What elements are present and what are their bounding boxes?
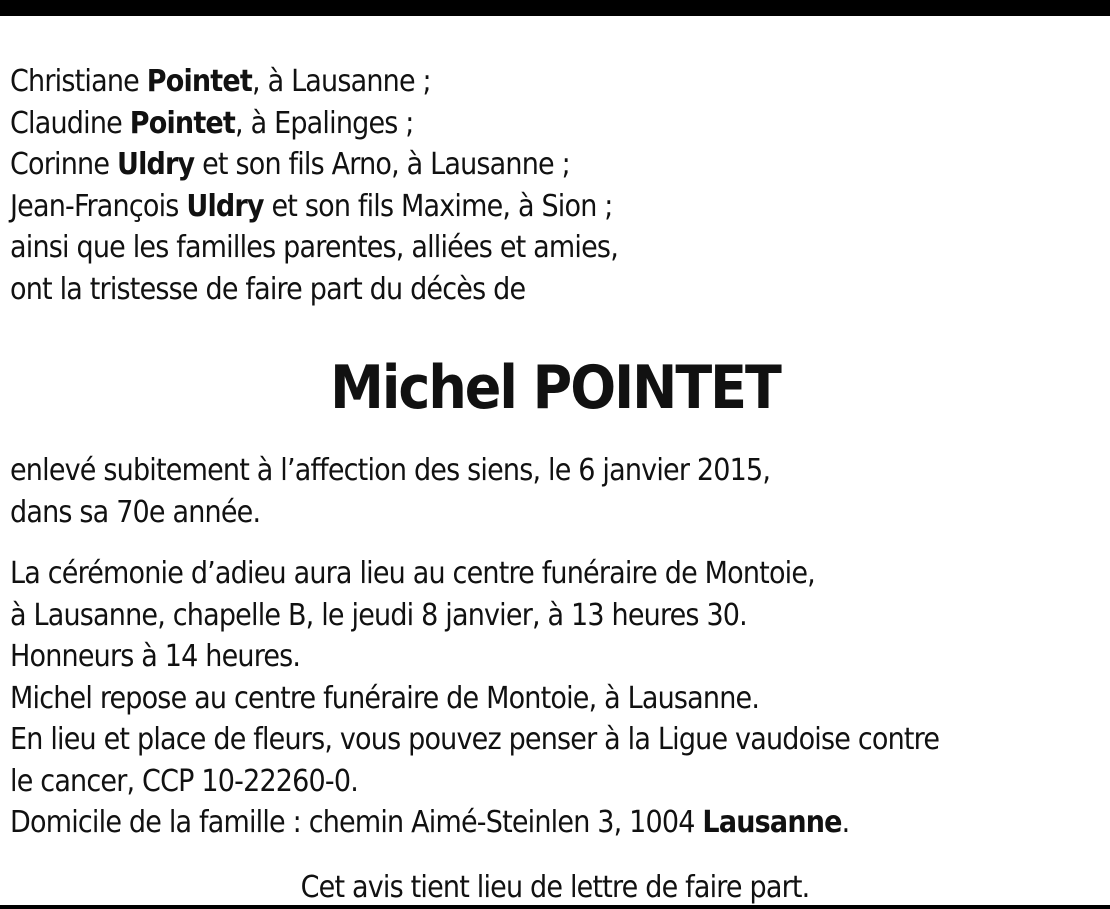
domicile-address: Domicile de la famille : chemin Aimé-Steinlen 3, 1004 [10, 805, 703, 840]
honours-line: Honneurs à 14 heures. [10, 639, 301, 674]
family-location: et son fils Maxime, à Sion ; [263, 188, 613, 224]
family-location: , à Lausanne ; [252, 64, 431, 99]
deceased-name: Michel POINTET [330, 353, 780, 423]
ceremony-line: à Lausanne, chapelle B, le jeudi 8 janvier, à 13 heures 30. [10, 597, 747, 633]
domicile-city: Lausanne [702, 805, 842, 840]
announcement-line: ont la tristesse de faire part du décès de [10, 271, 526, 307]
domicile-line [10, 802, 1100, 844]
first-name: Christiane [10, 64, 147, 99]
ceremony-details [10, 553, 1100, 844]
family-location: , à Epalinges ; [235, 105, 414, 141]
family-line-claudine [10, 103, 1100, 145]
first-name: Corinne [10, 147, 117, 182]
relatives-line: ainsi que les familles parentes, alliées et amies, [10, 230, 618, 265]
age-line: dans sa 70e année. [10, 494, 261, 530]
surname: Pointet [129, 105, 236, 141]
rest-place-line: Michel repose au centre funéraire de Montoie, à Lausanne. [10, 680, 760, 716]
closing-note: Cet avis tient lieu de lettre de faire part. [300, 870, 810, 905]
family-line-corinne [10, 144, 1100, 186]
donation-account-line: le cancer, CCP 10-22260-0. [10, 763, 358, 799]
donation-line: En lieu et place de fleurs, vous pouvez penser à la Ligue vaudoise contre [10, 722, 940, 757]
ceremony-line: La cérémonie d’adieu aura lieu au centre funéraire de Montoie, [10, 556, 815, 591]
family-line-christiane [10, 61, 1100, 103]
surname: Pointet [146, 64, 253, 99]
domicile-punctuation: . [841, 805, 850, 840]
family-announcement [10, 61, 1100, 310]
family-location: et son fils Arno, à Lausanne ; [194, 147, 570, 182]
first-name: Jean-François [10, 188, 187, 224]
death-date-line: enlevé subitement à l’affection des siens, le 6 janvier 2015, [10, 453, 771, 488]
surname: Uldry [186, 188, 264, 224]
family-line-jean-francois [10, 186, 1100, 228]
first-name: Claudine [10, 105, 130, 141]
surname: Uldry [116, 147, 195, 182]
death-details [10, 450, 1100, 533]
